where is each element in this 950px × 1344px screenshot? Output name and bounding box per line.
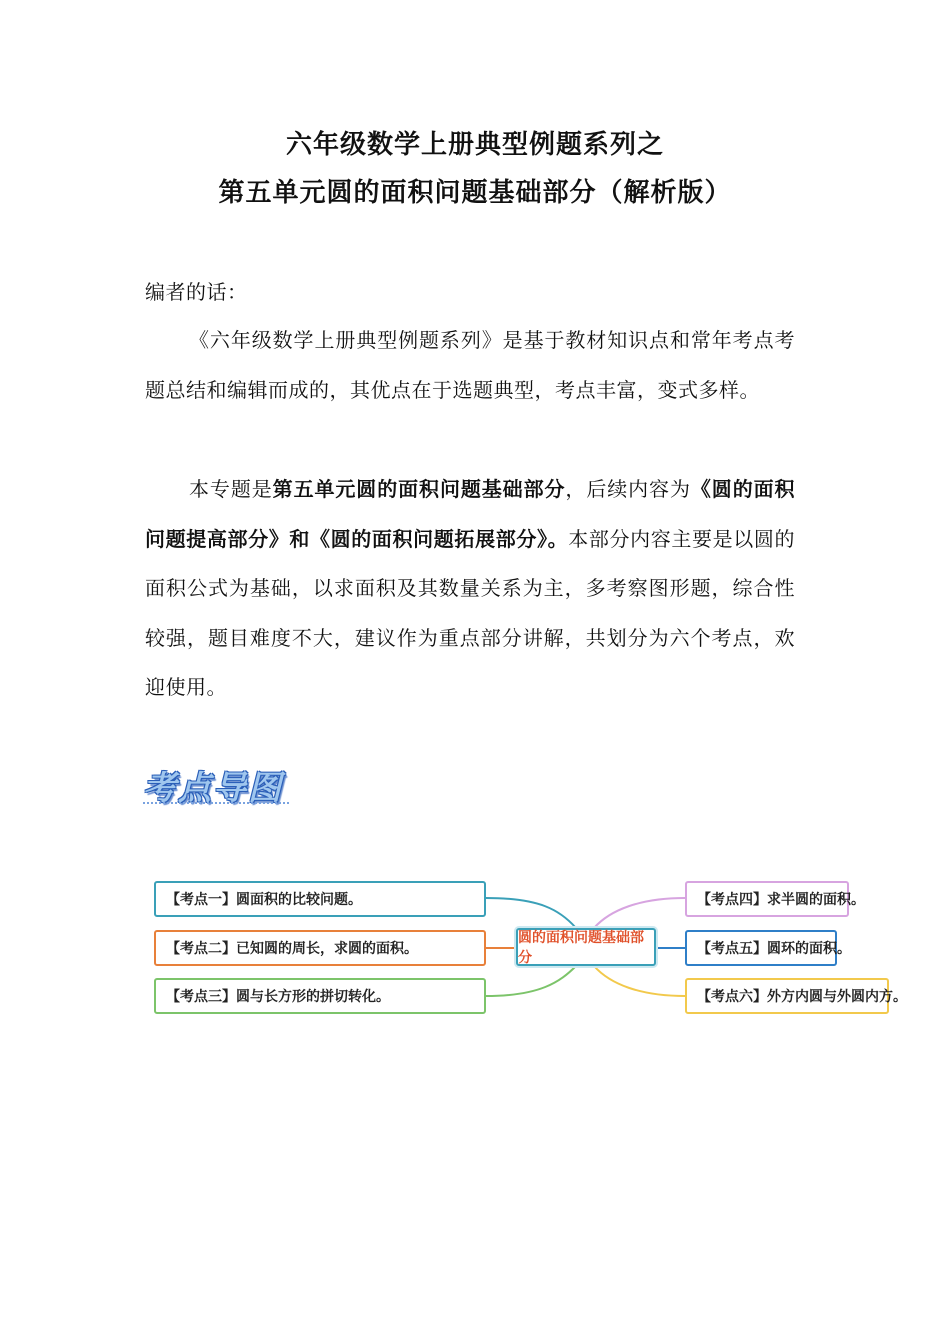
connector-left-3: [486, 966, 576, 996]
document-title-line1: 六年级数学上册典型例题系列之: [285, 130, 664, 160]
node-label: 【考点二】已知圆的周长，求圆的面积。: [166, 941, 418, 957]
section-title: 考点导图: [143, 768, 283, 807]
mindmap-center-node: [516, 928, 656, 966]
editor-greeting: 编者的话：: [145, 280, 248, 304]
document-title-line2: 第五单元圆的面积问题基础部分（解析版）: [218, 178, 732, 208]
p2-text-a: 本专题是: [189, 477, 273, 501]
connector-right-3: [594, 966, 685, 996]
mindmap-node-point-2: [154, 930, 486, 966]
mindmap-node-point-6: [685, 978, 907, 1014]
node-label: 【考点三】圆与长方形的拼切转化。: [166, 989, 390, 1005]
mindmap-node-point-4: [685, 881, 865, 917]
p2-bold-followups: 《圆的面积问题提高部分》和《圆的面积问题拓展部分》。: [145, 477, 796, 551]
section-title-underline: [143, 802, 289, 804]
p2-text-c: ，后续内容为: [565, 477, 691, 501]
node-label: 【考点一】圆面积的比较问题。: [166, 892, 362, 908]
intro-paragraph-1: 《六年级数学上册典型例题系列》是基于教材知识点和常年考点考题总结和编辑而成的，其优点在于选题典型，考点丰富，变式多样。: [145, 328, 795, 402]
connector-left-1: [486, 898, 576, 928]
mindmap-node-point-5: [685, 930, 851, 966]
node-label: 【考点五】圆环的面积。: [697, 941, 851, 957]
center-label: 圆的面积问题基础部分: [518, 930, 644, 966]
node-label: 【考点四】求半圆的面积。: [697, 892, 865, 908]
intro-paragraph-2: [145, 465, 795, 713]
p2-text-e: 本部分内容主要是以圆的面积公式为基础，以求面积及其数量关系为主，多考察图形题，综合性较强，题目难度不大，建议作为重点部分讲解，共划分为六个考点，欢迎使用。: [145, 526, 796, 699]
node-label: 【考点六】外方内圆与外圆内方。: [697, 989, 907, 1005]
mindmap-node-point-1: [154, 881, 486, 917]
mindmap-node-point-3: [154, 978, 486, 1014]
connector-right-1: [594, 898, 685, 928]
p2-bold-topic: 第五单元圆的面积问题基础部分: [272, 477, 566, 501]
